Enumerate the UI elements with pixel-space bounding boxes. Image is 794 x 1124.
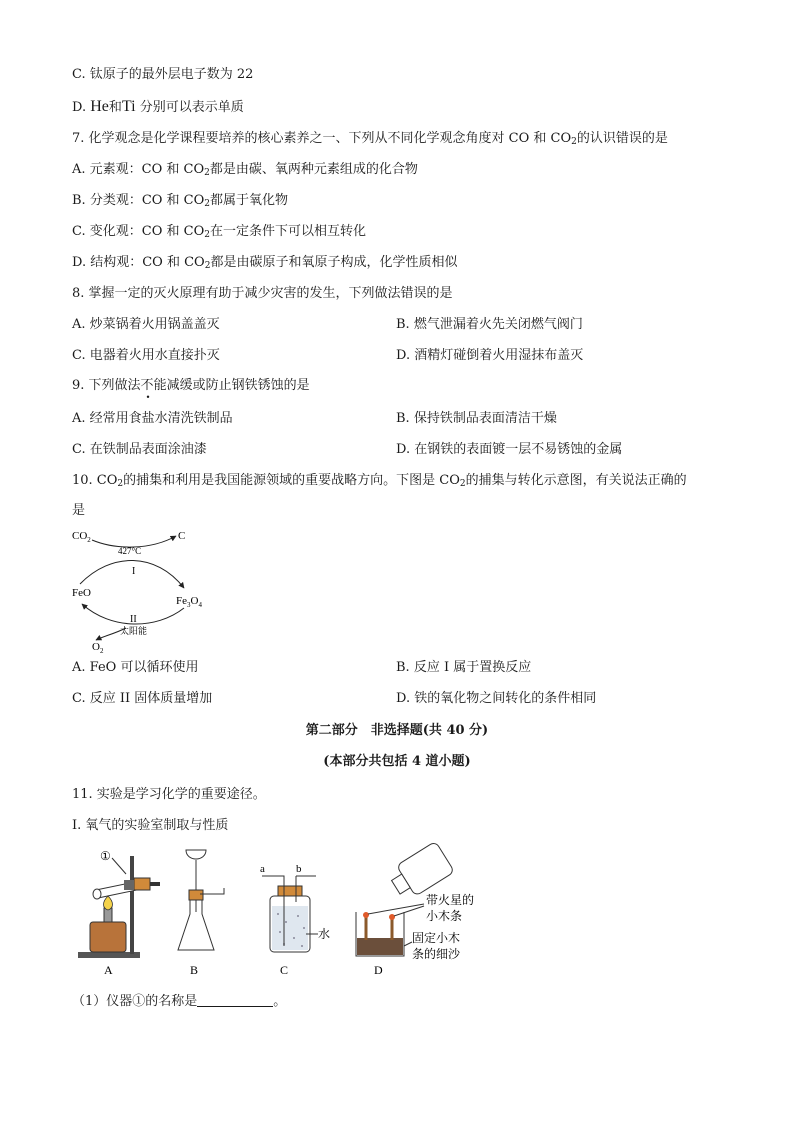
emphasis-not: 不: [140, 378, 154, 393]
label-sand-1: 固定小木: [412, 931, 461, 945]
label-fe3o4: $Fe_3O_4$: [176, 595, 202, 609]
label-c: C: [178, 530, 186, 542]
label-water: 水: [318, 927, 331, 941]
label-d: D: [374, 963, 383, 977]
option-a-q9: A. 经常用食盐水清洗铁制品: [72, 411, 233, 426]
part-2-subtitle: (本部分共包括 4 道小题): [323, 754, 471, 769]
option-d-q9: D. 在钢铁的表面镀一层不易锈蚀的金属: [396, 442, 623, 457]
label-o2: $O_2$: [92, 641, 104, 654]
part-2-title: 第二部分 非选择题(共 40 分): [305, 723, 489, 738]
label-port-b: b: [296, 863, 302, 875]
question-9: 9. 下列做法不能减缓或防止钢铁锈蚀的是: [72, 378, 310, 393]
label-reaction-2: II: [130, 614, 137, 625]
label-co2: $CO_2$: [72, 530, 91, 544]
label-stick-2: 小木条: [426, 909, 463, 923]
apparatus-b: [178, 850, 224, 977]
option-b-q9: B. 保持铁制品表面清洁干燥: [396, 411, 557, 426]
apparatus-figure: [74, 842, 514, 977]
option-d-q6: D. He和Ti 分别可以表示单质: [72, 98, 244, 115]
question-11-1: （1）仪器①的名称是 。: [72, 994, 287, 1009]
option-d-q10: D. 铁的氧化物之间转化的条件相同: [396, 691, 597, 706]
option-a-q7: A. 元素观：CO 和 $CO_2$都是由碳、氧两种元素组成的化合物: [72, 162, 418, 178]
question-8: 8. 掌握一定的灭火原理有助于减少灾害的发生，下列做法错误的是: [72, 286, 453, 301]
apparatus-c: [260, 863, 330, 977]
apparatus-d: [356, 842, 474, 977]
option-c-q8: C. 电器着火用水直接扑灭: [72, 348, 220, 363]
option-c-q9: C. 在铁制品表面涂油漆: [72, 442, 207, 457]
question-11-part-1: Ⅰ. 氧气的实验室制取与性质: [72, 818, 229, 833]
label-temp: 427°C: [118, 546, 142, 556]
answer-blank[interactable]: [197, 994, 273, 1007]
question-7: 7. 化学观念是化学课程要培养的核心素养之一、下列从不同化学观念角度对 CO 和 $CO_2$的认识错误的是: [72, 131, 668, 147]
label-reaction-1: I: [132, 566, 136, 577]
co2-cycle-diagram: [66, 524, 226, 654]
label-sand-2: 条的细沙: [412, 947, 461, 961]
option-c-q6: C. 钛原子的最外层电子数为 22: [72, 67, 254, 82]
label-a: A: [104, 963, 113, 977]
option-b-q8: B. 燃气泄漏着火先关闭燃气阀门: [396, 317, 583, 332]
option-d-q8: D. 酒精灯碰倒着火用湿抹布盖灭: [396, 348, 584, 363]
question-10-cont: 是: [72, 503, 86, 518]
label-circle-1: ①: [100, 849, 111, 863]
label-solar: 太阳能: [120, 626, 148, 636]
option-d-q7: D. 结构观：CO 和 $CO_2$都是由碳原子和氧原子构成，化学性质相似: [72, 255, 458, 271]
option-c-q10: C. 反应 II 固体质量增加: [72, 691, 213, 706]
label-port-a: a: [260, 863, 265, 875]
option-a-q8: A. 炒菜锅着火用锅盖盖灭: [72, 317, 220, 332]
question-11: 11. 实验是学习化学的重要途径。: [72, 787, 266, 802]
label-c: C: [280, 963, 289, 977]
label-stick-1: 带火星的: [426, 893, 475, 907]
question-10: 10. $CO_2$的捕集和利用是我国能源领域的重要战略方向。下图是 $CO_2$的捕集与转化示意图，有关说法正确的: [72, 473, 687, 489]
option-a-q10: A. FeO 可以循环使用: [72, 660, 199, 675]
label-feo: FeO: [72, 587, 91, 599]
apparatus-a: [78, 849, 160, 977]
option-b-q7: B. 分类观：CO 和 $CO_2$都属于氧化物: [72, 193, 289, 209]
option-c-q7: C. 变化观：CO 和 $CO_2$在一定条件下可以相互转化: [72, 224, 366, 240]
label-b: B: [190, 963, 199, 977]
option-b-q10: B. 反应 I 属于置换反应: [396, 660, 532, 675]
